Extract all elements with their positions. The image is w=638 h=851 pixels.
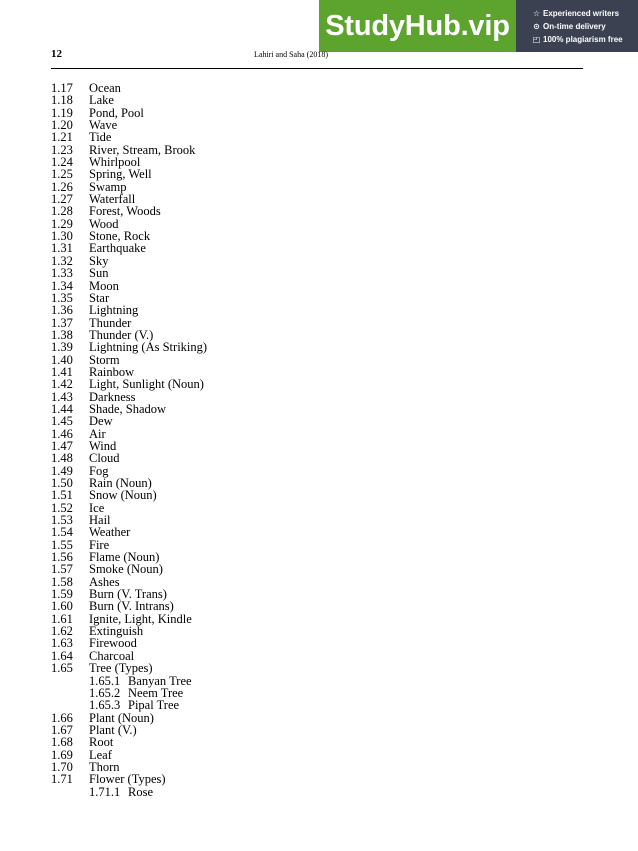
entry-term: Stone, Rock: [89, 229, 151, 244]
entry-number: 1.29: [51, 216, 73, 231]
entry-number: 1.50: [51, 476, 73, 490]
list-item: [0, 168, 638, 180]
entry-list: [0, 82, 638, 798]
list-item: [0, 94, 638, 106]
entry-number: 1.65.2: [89, 685, 121, 700]
badge-icon: ◰: [532, 35, 541, 44]
entry-term: Light, Sunlight (Noun): [89, 377, 204, 392]
entry-number: 1.26: [51, 179, 73, 194]
entry-term: Thunder (V.): [89, 327, 154, 342]
entry-term: Extinguish: [89, 624, 144, 639]
entry-number: 1.48: [51, 451, 73, 466]
entry-term: Flower (Types): [89, 772, 166, 787]
entry-term: Star: [89, 290, 110, 305]
entry-term: Sun: [89, 266, 109, 281]
entry-term: Plant (Noun): [89, 710, 154, 725]
entry-number: 1.54: [51, 525, 73, 540]
entry-term: Rain (Noun): [89, 476, 152, 490]
entry-number: 1.42: [51, 377, 73, 392]
entry-term: Earthquake: [89, 241, 146, 256]
entry-number: 1.60: [51, 599, 73, 614]
entry-number: 1.32: [51, 253, 73, 268]
entry-term: Lightning (As Striking): [89, 340, 208, 355]
list-item: [0, 526, 638, 538]
entry-number: 1.55: [51, 537, 73, 552]
entry-term: Tree (Types): [89, 661, 153, 676]
feature-label: Experienced writers: [543, 9, 620, 18]
entry-number: 1.45: [51, 414, 73, 429]
entry-term: Ice: [89, 500, 105, 515]
entry-term: Ignite, Light, Kindle: [89, 611, 192, 626]
list-item: [0, 267, 638, 279]
entry-term: Plant (V.): [89, 722, 137, 737]
entry-term: Shade, Shadow: [89, 401, 167, 416]
entry-term: Smoke (Noun): [89, 562, 163, 577]
entry-term: Dew: [89, 414, 113, 429]
entry-number: 1.40: [51, 352, 73, 367]
feature-item: [532, 33, 638, 46]
entry-term: Charcoal: [89, 648, 135, 663]
entry-number: 1.19: [51, 105, 73, 120]
entry-number: 1.64: [51, 648, 73, 663]
entry-term: Leaf: [89, 747, 112, 762]
list-item: [0, 280, 638, 292]
header-divider: [51, 68, 583, 69]
list-item: [0, 378, 638, 390]
entry-number: 1.46: [51, 426, 73, 441]
feature-label: On-time delivery: [543, 22, 606, 31]
entry-term: Spring, Well: [89, 167, 152, 182]
entry-term: Lake: [89, 93, 114, 108]
entry-number: 1.18: [51, 93, 73, 108]
entry-number: 1.44: [51, 401, 73, 416]
entry-term: Ashes: [89, 574, 120, 589]
entry-number: 1.23: [51, 142, 73, 157]
entry-number: 1.20: [51, 118, 73, 133]
entry-term: Swamp: [89, 179, 127, 194]
entry-term: Hail: [89, 513, 111, 528]
list-item: [0, 600, 638, 612]
entry-term: River, Stream, Brook: [89, 142, 196, 157]
entry-term: Weather: [89, 525, 131, 540]
entry-number: 1.68: [51, 735, 73, 750]
entry-number: 1.33: [51, 266, 73, 281]
entry-term: Snow (Noun): [89, 488, 157, 503]
entry-number: 1.31: [51, 241, 73, 256]
feature-item: [532, 7, 638, 20]
entry-term: Fog: [89, 463, 109, 478]
entry-number: 1.43: [51, 389, 73, 404]
feature-item: [532, 20, 638, 33]
entry-number: 1.21: [51, 130, 73, 145]
entry-number: 1.17: [51, 81, 73, 95]
list-item: [0, 563, 638, 575]
entry-number: 1.39: [51, 340, 73, 355]
entry-term: Thorn: [89, 759, 120, 774]
entry-term: Whirlpool: [89, 155, 141, 170]
entry-number: 1.65: [51, 661, 73, 676]
entry-number: 1.63: [51, 636, 73, 651]
entry-number: 1.52: [51, 500, 73, 515]
brand-logo[interactable]: StudyHub.vip: [319, 0, 516, 52]
running-head: Lahiri and Saha (2018): [254, 50, 328, 59]
entry-term: Tide: [89, 130, 112, 145]
entry-number: 1.65.1: [89, 673, 121, 688]
entry-number: 1.66: [51, 710, 73, 725]
entry-number: 1.25: [51, 167, 73, 182]
entry-term: Air: [89, 426, 106, 441]
entry-number: 1.71.1: [89, 784, 121, 799]
entry-number: 1.37: [51, 315, 73, 330]
entry-number: 1.35: [51, 290, 73, 305]
entry-number: 1.70: [51, 759, 73, 774]
entry-term: Storm: [89, 352, 120, 367]
entry-number: 1.71: [51, 772, 73, 787]
entry-number: 1.27: [51, 192, 73, 207]
entry-term: Banyan Tree: [128, 673, 192, 688]
entry-term: Ocean: [89, 81, 121, 95]
entry-term: Waterfall: [89, 192, 136, 207]
entry-term: Darkness: [89, 389, 136, 404]
list-item: [0, 205, 638, 217]
star-icon: ☆: [532, 9, 541, 18]
entry-number: 1.61: [51, 611, 73, 626]
entry-term: Flame (Noun): [89, 550, 160, 565]
entry-term: Pipal Tree: [128, 698, 180, 713]
sub-entry: [0, 699, 638, 711]
entry-number: 1.47: [51, 438, 73, 453]
entry-term: Wind: [89, 438, 117, 453]
entry-number: 1.36: [51, 303, 73, 318]
list-item: [0, 736, 638, 748]
entry-number: 1.49: [51, 463, 73, 478]
entry-number: 1.57: [51, 562, 73, 577]
entry-term: Forest, Woods: [89, 204, 161, 219]
ad-banner[interactable]: [319, 0, 638, 52]
entry-term: Lightning: [89, 303, 139, 318]
entry-term: Cloud: [89, 451, 120, 466]
entry-number: 1.67: [51, 722, 73, 737]
entry-term: Pond, Pool: [89, 105, 144, 120]
entry-term: Root: [89, 735, 114, 750]
list-item: [0, 242, 638, 254]
sub-entry: [0, 786, 638, 798]
entry-number: 1.69: [51, 747, 73, 762]
entry-term: Burn (V. Trans): [89, 587, 167, 602]
entry-term: Thunder: [89, 315, 132, 330]
entry-term: Rose: [128, 784, 153, 799]
entry-term: Rainbow: [89, 364, 135, 379]
entry-number: 1.56: [51, 550, 73, 565]
entry-term: Moon: [89, 278, 119, 293]
list-item: [0, 662, 638, 674]
entry-number: 1.38: [51, 327, 73, 342]
entry-number: 1.58: [51, 574, 73, 589]
list-item: [0, 341, 638, 353]
list-item: [0, 489, 638, 501]
page-number: 12: [51, 48, 62, 60]
list-item: [0, 452, 638, 464]
entry-number: 1.59: [51, 587, 73, 602]
feature-label: 100% plagiarism free: [543, 35, 623, 44]
entry-term: Sky: [89, 253, 109, 268]
list-item: [0, 131, 638, 143]
entry-term: Fire: [89, 537, 110, 552]
entry-term: Burn (V. Intrans): [89, 599, 174, 614]
entry-number: 1.51: [51, 488, 73, 503]
entry-number: 1.28: [51, 204, 73, 219]
entry-term: Neem Tree: [128, 685, 184, 700]
list-item: [0, 304, 638, 316]
entry-number: 1.62: [51, 624, 73, 639]
entry-term: Wood: [89, 216, 119, 231]
clock-icon: ⊙: [533, 22, 540, 31]
entry-term: Wave: [89, 118, 118, 133]
entry-number: 1.34: [51, 278, 73, 293]
entry-term: Firewood: [89, 636, 137, 651]
list-item: [0, 415, 638, 427]
list-item: [0, 773, 638, 785]
feature-list: [532, 7, 638, 46]
entry-number: 1.41: [51, 364, 73, 379]
sub-entry: [0, 675, 638, 687]
entry-number: 1.30: [51, 229, 73, 244]
entry-number: 1.24: [51, 155, 73, 170]
list-item: [0, 637, 638, 649]
entry-number: 1.65.3: [89, 698, 121, 713]
entry-number: 1.53: [51, 513, 73, 528]
